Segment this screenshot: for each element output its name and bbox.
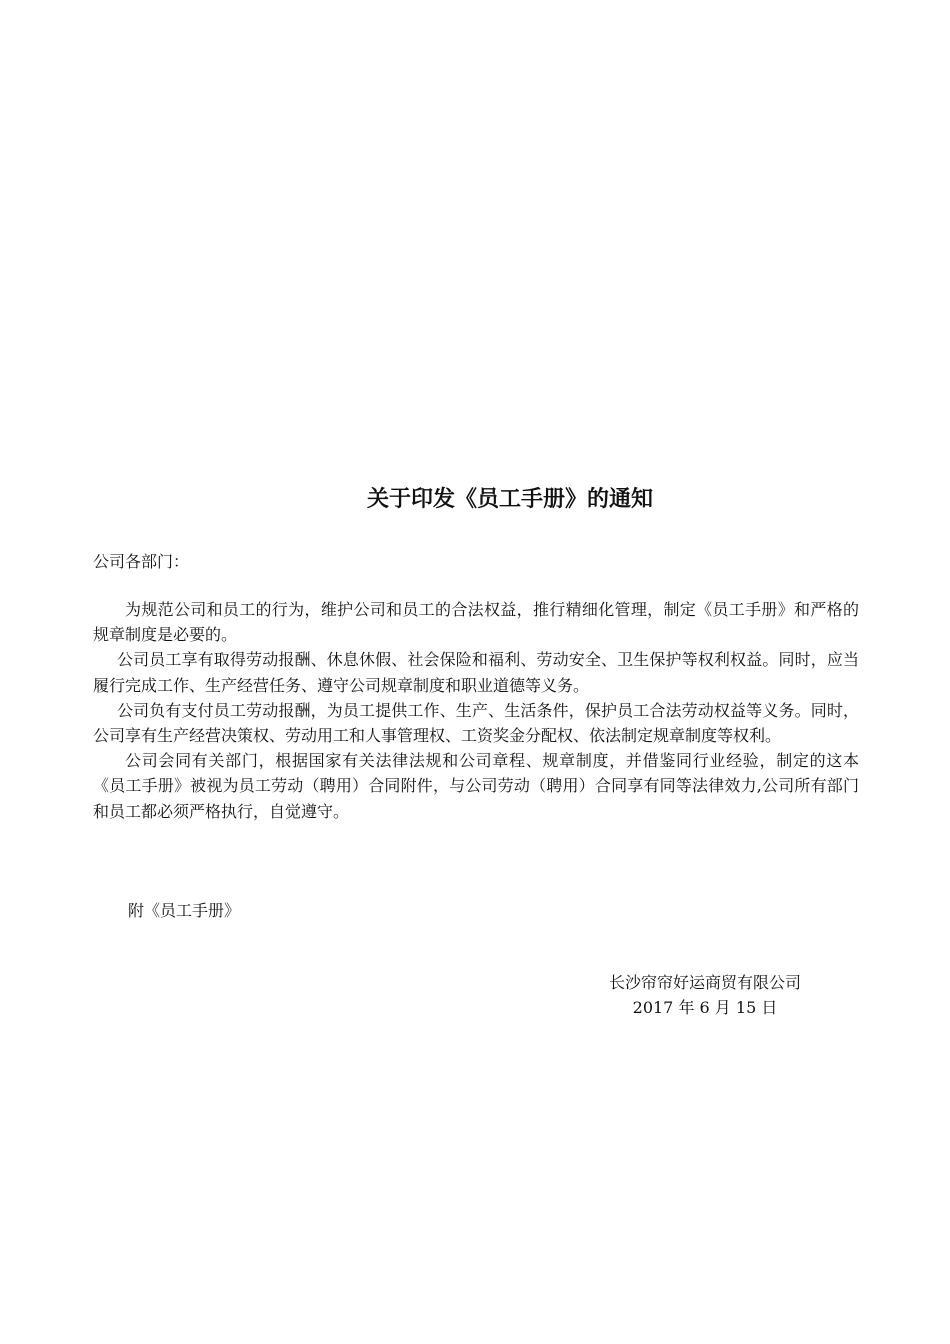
signature-block bbox=[580, 970, 830, 1020]
salutation: 公司各部门： bbox=[93, 552, 190, 571]
document-body bbox=[93, 597, 859, 824]
body-paragraph: 公司会同有关部门，根据国家有关法律法规和公司章程、规章制度，并借鉴同行业经验，制定的这本《员工手册》被视为员工劳动（聘用）合同附件，与公司劳动（聘用）合同享有同等法律效力,公司所有部门和员工都必须严格执行，自觉遵守。 bbox=[93, 751, 859, 821]
body-paragraph: 公司员工享有取得劳动报酬、休息休假、社会保险和福利、劳动安全、卫生保护等权利权益。同时，应当履行完成工作、生产经营任务、遵守公司规章制度和职业道德等义务。 bbox=[93, 650, 859, 695]
attachment-note: 附《员工手册》 bbox=[128, 901, 241, 920]
body-paragraph: 为规范公司和员工的行为，维护公司和员工的合法权益，推行精细化管理，制定《员工手册》和严格的规章制度是必要的。 bbox=[93, 600, 859, 645]
document-title: 关于印发《员工手册》的通知 bbox=[366, 487, 653, 512]
company-name: 长沙帘帘好运商贸有限公司 bbox=[608, 973, 801, 992]
body-paragraph: 公司负有支付员工劳动报酬，为员工提供工作、生产、生活条件，保护员工合法劳动权益等义务。同时，公司享有生产经营决策权、劳动用工和人事管理权、工资奖金分配权、依法制定规章制度等权利。 bbox=[93, 700, 859, 746]
issue-date: 2017 年 6 月 15 日 bbox=[632, 998, 778, 1017]
